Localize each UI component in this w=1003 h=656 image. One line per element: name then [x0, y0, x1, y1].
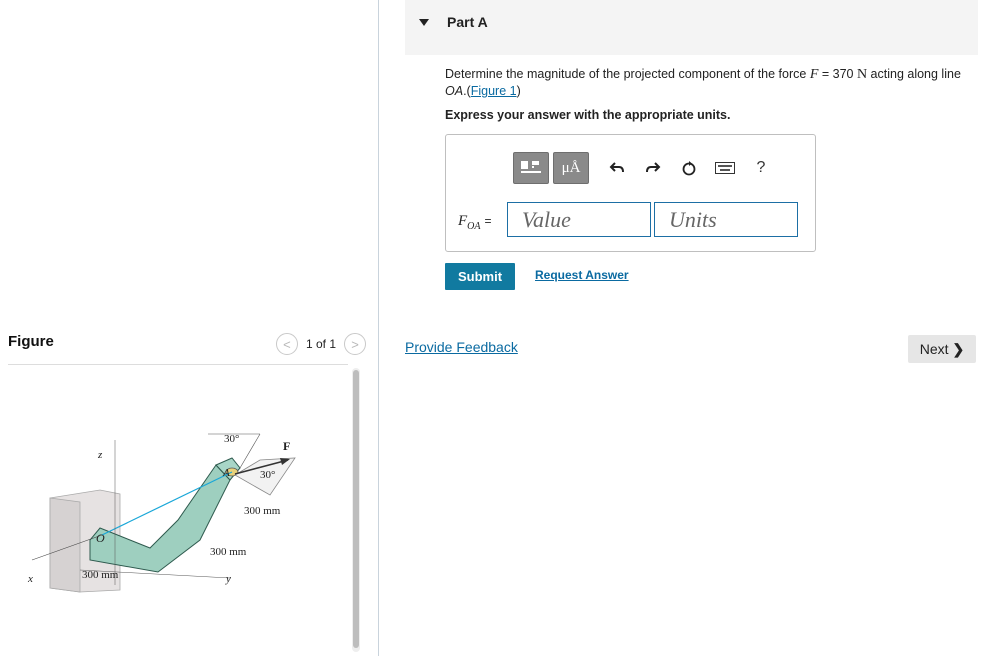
prev-figure-button[interactable]: [276, 333, 298, 355]
question-text-after: acting along line: [867, 67, 961, 81]
axis-x-label: x: [28, 573, 33, 585]
question-text-before: Determine the magnitude of the projected component of the force: [445, 67, 810, 81]
axis-z-label: z: [98, 449, 103, 461]
templates-icon: [519, 159, 543, 177]
chevron-right-icon: >: [351, 336, 359, 352]
point-o-label: O: [96, 531, 105, 545]
panel-divider: [378, 0, 379, 656]
next-label: Next: [919, 341, 949, 357]
figure-header: [8, 333, 366, 363]
line-name: OA: [445, 84, 464, 98]
redo-button[interactable]: [641, 156, 665, 180]
angle-top-label: 30°: [224, 433, 240, 445]
force-unit: N: [856, 67, 868, 82]
figure-scrollbar[interactable]: [352, 368, 360, 652]
dim-middle-label: 300 mm: [210, 546, 247, 558]
collapse-caret-icon[interactable]: [419, 19, 429, 26]
help-icon: ?: [756, 159, 766, 176]
reset-button[interactable]: [677, 156, 701, 180]
wall-face: [50, 498, 80, 592]
request-answer-link[interactable]: Request Answer: [535, 268, 629, 282]
force-label: F: [283, 439, 291, 453]
question-equals: = 370: [818, 67, 857, 81]
units-icon: μÅ: [561, 159, 581, 176]
answer-label: [458, 213, 492, 232]
keyboard-icon: [715, 162, 735, 174]
units-button[interactable]: [553, 152, 589, 184]
force-symbol: F: [809, 67, 819, 82]
figure-title: Figure: [8, 333, 54, 350]
next-figure-button[interactable]: [344, 333, 366, 355]
angle-force-label: 30°: [260, 469, 276, 481]
mechanics-figure: [20, 420, 320, 600]
chevron-left-icon: <: [283, 336, 291, 352]
pager-text: 1 of 1: [305, 337, 336, 351]
chevron-right-icon: ❯: [952, 340, 965, 357]
answer-label-sub: OA: [467, 221, 481, 232]
math-toolbar: [513, 152, 773, 184]
submit-button[interactable]: Submit: [445, 263, 515, 290]
question-text: Determine the magnitude of the projected component of the force F = 370 N acting along line OA.(Figure 1): [445, 67, 961, 98]
figure-rule: [8, 364, 348, 365]
question-period: .: [463, 84, 467, 98]
templates-button[interactable]: [513, 152, 549, 184]
axis-y-label: y: [226, 573, 231, 585]
dim-bottom-label: 300 mm: [82, 569, 119, 581]
answer-box: [445, 134, 816, 252]
units-placeholder: Units: [669, 207, 717, 232]
value-placeholder: Value: [522, 207, 571, 232]
value-input[interactable]: [507, 202, 651, 237]
answer-label-main: F: [458, 213, 468, 229]
figure-pager: [276, 333, 366, 355]
next-button[interactable]: [908, 335, 976, 363]
units-input[interactable]: [654, 202, 798, 237]
instruction-text: Express your answer with the appropriate units.: [445, 108, 731, 122]
reset-icon: [681, 160, 697, 176]
provide-feedback-link[interactable]: Provide Feedback: [405, 339, 518, 355]
undo-icon: [609, 160, 625, 176]
scrollbar-thumb[interactable]: [353, 370, 359, 648]
undo-button[interactable]: [605, 156, 629, 180]
part-title: Part A: [447, 14, 488, 30]
part-header[interactable]: [405, 0, 978, 55]
keyboard-button[interactable]: [713, 156, 737, 180]
answer-equals: =: [484, 214, 492, 228]
dim-vertical-label: 300 mm: [244, 505, 281, 517]
help-button[interactable]: [749, 156, 773, 180]
figure-link[interactable]: Figure 1: [470, 84, 517, 98]
redo-icon: [645, 160, 661, 176]
point-a-label: A: [223, 467, 230, 479]
